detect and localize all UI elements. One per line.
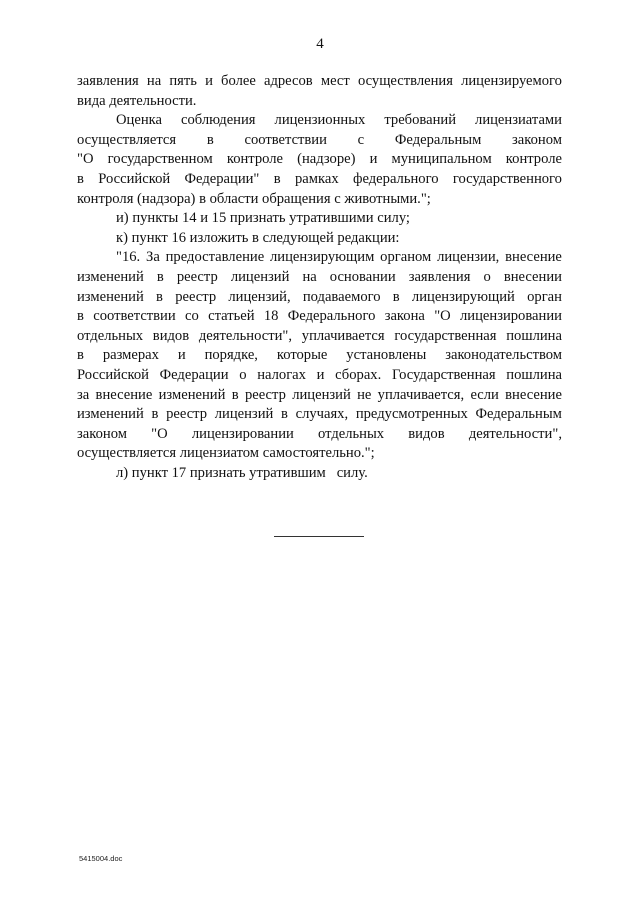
text-word: "16.	[116, 249, 141, 266]
text-word: Оценка	[116, 112, 162, 129]
text-word: осуществления	[357, 73, 453, 89]
text-word: изменений	[77, 288, 144, 305]
text-word: о	[483, 268, 491, 285]
text-word: соблюдения	[181, 112, 256, 129]
text-word: и	[369, 151, 378, 168]
text-word: лицензируемого	[461, 73, 562, 89]
text-word: орган	[527, 288, 562, 305]
text-word: государственном	[107, 151, 213, 168]
text-word: Российской	[77, 366, 149, 383]
text-word: деятельности",	[468, 425, 562, 442]
text-line	[77, 307, 562, 327]
text-word: отдельных	[77, 327, 144, 344]
text-word: деятельности",	[198, 327, 293, 344]
text-line	[77, 92, 562, 112]
text-line	[77, 288, 562, 308]
text-word: федерального	[353, 170, 439, 187]
text-word: изменений	[77, 406, 144, 423]
page-number: 4	[316, 36, 324, 52]
text-word: порядке,	[204, 347, 258, 364]
text-word: внесение	[95, 386, 153, 403]
text-word: в	[231, 386, 239, 403]
text-word: законом	[512, 131, 562, 148]
text-word: лицензии,	[437, 249, 500, 266]
text-word: более	[221, 73, 256, 89]
text-word: лицензий	[214, 406, 274, 423]
text-line	[77, 190, 562, 210]
text-word: изменений	[77, 268, 144, 285]
text-word: и	[316, 366, 325, 383]
text-line	[77, 111, 562, 131]
text-word: внесение	[505, 386, 562, 403]
text-word: лицензировании	[191, 425, 294, 442]
text-word: лицензий	[230, 268, 290, 285]
text-word: и	[177, 347, 186, 364]
text-word: муниципальном	[391, 151, 492, 168]
document-body	[77, 72, 562, 483]
text-word: Федерации	[159, 366, 229, 383]
text-word: требований	[384, 112, 457, 129]
text-word: о	[239, 366, 247, 383]
text-word: внесение	[505, 249, 562, 266]
text-word: в	[151, 406, 159, 423]
text-word: в	[77, 170, 84, 187]
text-word: мест	[320, 73, 350, 89]
text-word: и) пункты 14 и 15 признать утратившими силу;	[116, 210, 410, 227]
text-word: лицензиатами	[475, 112, 562, 129]
text-word: в	[77, 347, 84, 364]
text-word: Федеральным	[475, 406, 562, 423]
text-word: случаях,	[295, 406, 349, 423]
text-word: соответствии	[244, 131, 327, 148]
text-word: лицензировании	[460, 308, 562, 325]
text-word: уплачивается,	[377, 386, 465, 403]
text-word: к) пункт 16 изложить в следующей редакции:	[116, 229, 400, 246]
text-word: Федерации"	[184, 170, 260, 187]
text-word: вида деятельности.	[77, 92, 197, 109]
text-word: "О	[434, 308, 451, 325]
text-word: государственного	[452, 170, 562, 187]
text-word: контроле	[505, 151, 562, 168]
text-word: рамках	[295, 170, 339, 187]
text-word: и	[205, 73, 213, 89]
text-word: контроля (надзора) в области обращения с животными.";	[77, 190, 431, 207]
text-word: Федерального	[287, 308, 376, 325]
text-word: пошлина	[506, 327, 562, 344]
text-line	[77, 386, 562, 406]
text-word: установлены	[346, 347, 427, 364]
text-word: 18	[263, 308, 279, 325]
text-word: заявления	[77, 73, 139, 89]
text-word: государственная	[394, 327, 497, 344]
text-word: отдельных	[318, 425, 385, 442]
text-word: на	[302, 268, 317, 285]
text-word: не	[357, 386, 372, 403]
text-word: заявления	[408, 268, 471, 285]
text-word: на	[146, 73, 162, 89]
text-word: в	[281, 406, 288, 423]
text-line	[77, 248, 562, 268]
text-word: законом	[77, 425, 127, 442]
text-word: в	[77, 308, 84, 325]
text-word: реестр	[244, 386, 286, 403]
text-word: предоставление	[165, 249, 265, 266]
text-word: которые	[276, 347, 328, 364]
text-word: соответствии	[93, 308, 176, 325]
text-word: уплачивается	[301, 327, 385, 344]
text-line	[77, 150, 562, 170]
text-line	[77, 444, 562, 464]
text-word: Российской	[98, 170, 171, 187]
text-word: законодательством	[445, 347, 562, 364]
end-separator-line	[274, 536, 364, 537]
text-line	[77, 346, 562, 366]
text-line	[77, 268, 562, 288]
text-word: видов	[152, 327, 190, 344]
text-word: реестр	[176, 268, 218, 285]
text-line	[77, 131, 562, 151]
text-word: лицензирующий	[411, 288, 515, 305]
text-line	[77, 327, 562, 347]
text-word: предусмотренных	[355, 406, 468, 423]
text-word: осуществляется	[77, 131, 177, 148]
text-word: За	[146, 249, 160, 266]
text-word: лицензирующим	[269, 249, 375, 266]
text-word: реестр	[175, 288, 217, 305]
text-word: сборах.	[335, 366, 382, 383]
text-word: органом	[380, 249, 432, 266]
text-word: лицензий	[292, 386, 351, 403]
text-word: осуществляется лицензиатом самостоятельно.";	[77, 445, 375, 462]
text-word: реестр	[166, 406, 208, 423]
text-word: л) пункт 17 признать утратившим силу.	[116, 464, 368, 481]
text-line	[77, 209, 562, 229]
text-word: в	[156, 288, 163, 305]
text-word: если	[470, 386, 499, 403]
text-word: видов	[408, 425, 445, 442]
text-word: лицензий,	[228, 288, 291, 305]
text-word: пять	[169, 73, 197, 89]
text-word: пошлина	[506, 366, 562, 383]
text-word: лицензионных	[274, 112, 366, 129]
text-word: статьей	[208, 308, 255, 325]
text-word: в	[392, 288, 400, 305]
text-word: налогах	[257, 366, 306, 383]
text-word: изменений	[158, 386, 226, 403]
text-line	[77, 425, 562, 445]
text-word: со	[185, 308, 199, 325]
text-line	[77, 464, 562, 484]
text-line	[77, 405, 562, 425]
text-word: с	[357, 131, 365, 148]
text-word: Государственная	[391, 366, 496, 383]
text-word: (надзоре)	[297, 151, 356, 168]
text-word: адресов	[263, 73, 313, 89]
text-word: основании	[329, 268, 396, 285]
text-word: в	[206, 131, 214, 148]
text-line	[77, 170, 562, 190]
text-line	[77, 72, 562, 92]
text-word: "О	[77, 151, 94, 168]
text-word: Федеральным	[394, 131, 482, 148]
text-word: в	[273, 170, 281, 187]
text-word: внесении	[503, 268, 562, 285]
file-name-footer: 5415004.doc	[79, 854, 123, 863]
text-word: за	[77, 386, 90, 403]
text-word: контроле	[226, 151, 284, 168]
text-word: подаваемого	[302, 288, 381, 305]
text-word: в	[156, 268, 164, 285]
text-line	[77, 366, 562, 386]
text-line	[77, 229, 562, 249]
text-word: "О	[151, 425, 168, 442]
text-word: закона	[384, 308, 425, 325]
text-word: размерах	[102, 347, 159, 364]
